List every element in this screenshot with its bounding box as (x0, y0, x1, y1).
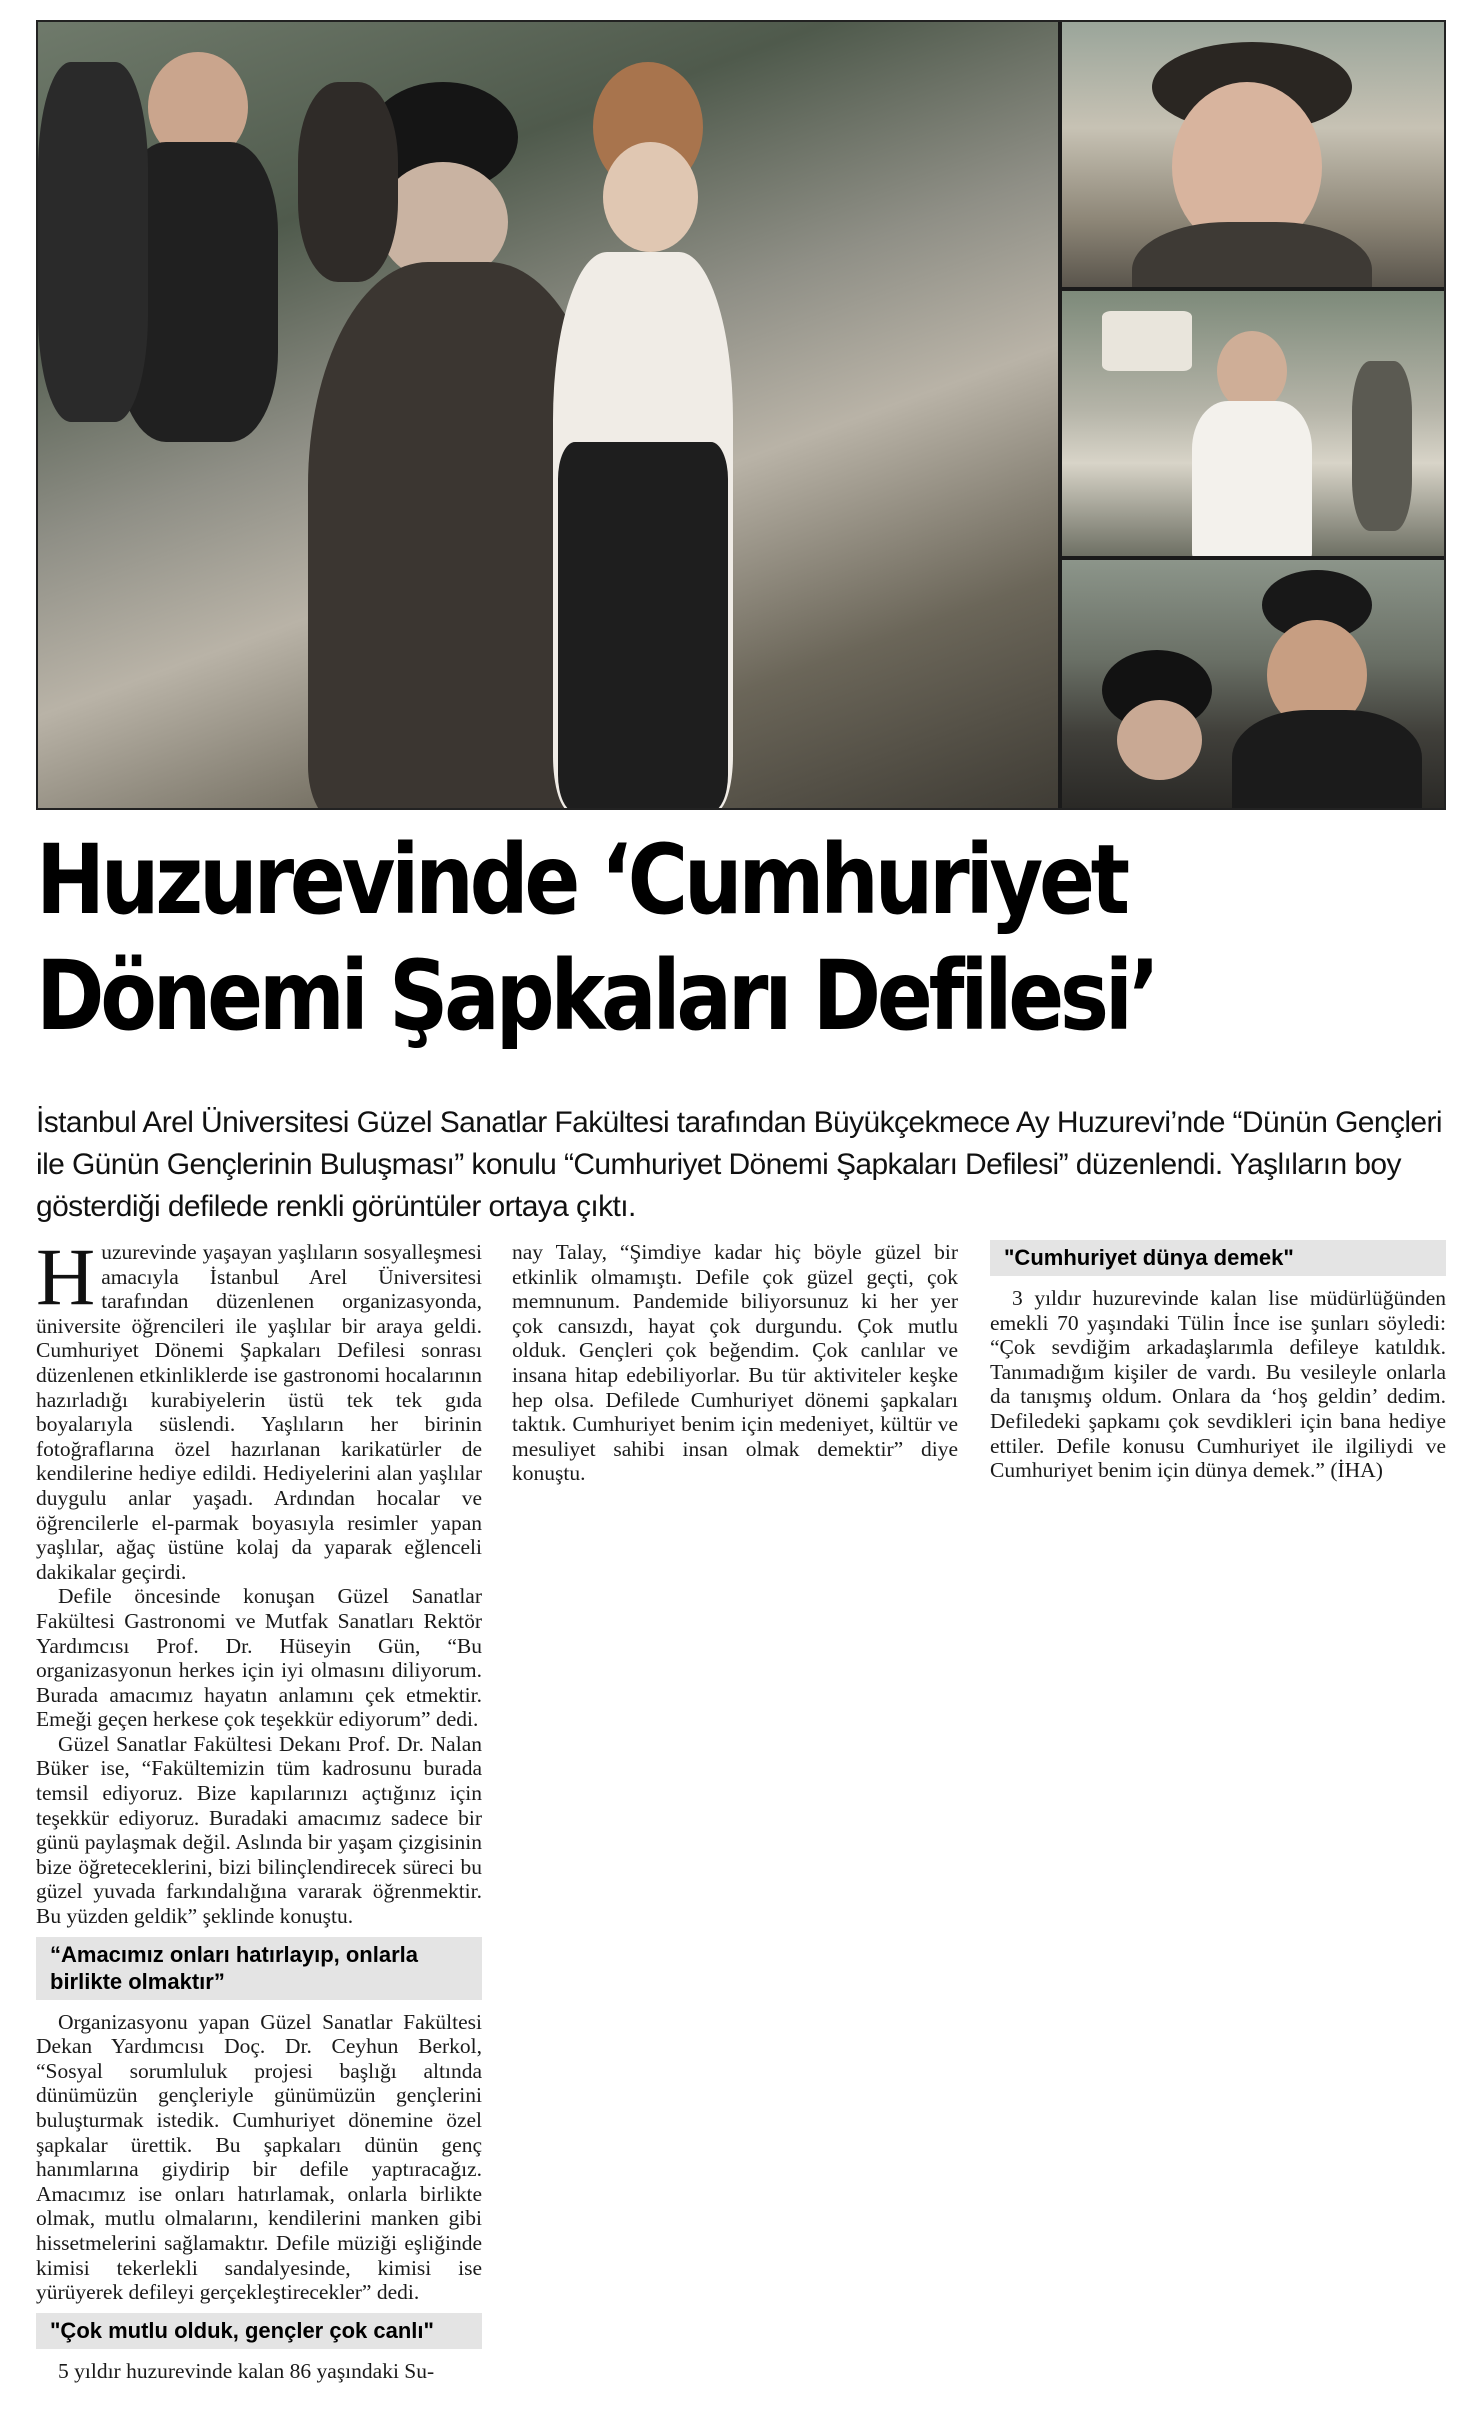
article-column-3 (990, 1240, 1446, 1483)
article-paragraph: Organizasyonu yapan Güzel Sanatlar Fakültesi Dekan Yardımcısı Doç. Dr. Ceyhun Berkol, “Sosyal sorumluluk projesi başlığı altında dünümüzün gençleriyle günümüzün gençlerini buluşturmak istedik. Cumhuriyet dönemine özel şapkalar ürettik. Bu şapkaları dünün genç hanımlarına giydirip bir defile yaptıracağız. Amacımız ise onları hatırlamak, onlarla birlikte olmak, mutlu olmalarını, kendilerini manken gibi hissetmelerini sağlamaktır. Defile müziği eşliğinde kimisi tekerlekli sandalyesinde, kimisi ise yürüyerek defileyi gerçekleştirecekler” dedi. (36, 2009, 482, 2305)
article-paragraph (36, 1231, 482, 1584)
photo-smiling-woman-hat (1062, 22, 1444, 287)
headline-line-1: Huzurevinde ‘Cumhuriyet (36, 824, 1126, 936)
headline-line-2: Dönemi Şapkaları Defilesi’ (36, 940, 1156, 1052)
subheading: “Amacımız onları hatırlayıp, onlarla birlikte olmaktır” (36, 1937, 482, 2000)
photo-walking-woman (1062, 291, 1444, 556)
article-paragraph: Defile öncesinde konuşan Güzel Sanatlar Fakültesi Gastronomi ve Mutfak Sanatları Rektör Yardımcısı Prof. Dr. Hüseyin Gün, “Bu organizasyonun herkes için iyi olmasını diliyorum. Burada amacımız hayatın anlamını çek etmektir. Emeği geçen herkese çok teşekkür ediyorum” dedi. (36, 1584, 482, 1732)
article-paragraph: Güzel Sanatlar Fakültesi Dekanı Prof. Dr. Nalan Büker ise, “Fakültemizin tüm kadrosunu burada temsil ediyoruz. Bize kapılarınızı açtığınız için teşekkür ediyoruz. Buradaki amacımız sadece bir günü paylaşmak değil. Aslında bir yaşam çizgisinin bize öğreteceklerini, bizi bilinçlendirecek süreci bu güzel yuvada farkındalığına vararak öğrenmektir. Bu yüzden geldik” şeklinde konuştu. (36, 1731, 482, 1929)
subheading: "Cumhuriyet dünya demek" (990, 1240, 1446, 1276)
article-paragraph: 5 yıldır huzurevinde kalan 86 yaşındaki Su- (58, 2358, 435, 2383)
photo-collage (36, 20, 1446, 810)
main-photo-fashion-show (38, 22, 1058, 808)
paragraph-text: uzurevinde yaşayan yaşlıların sosyalleşmesi amacıyla İstanbul Arel Üniversitesi tarafından düzenlenen organizasyonda, üniversite öğrencileri ile yaşlılar bir araya geldi. Cumhuriyet Dönemi Şapkaları Defilesi sonrası düzenlenen etkinliklerde ise gastronomi hocalarının hazırladığı kurabiyelerin üstü tek tek gıda boyalarıyla süslendi. Yaşlıların her birinin fotoğraflarına özel hazırlanan karikatürler de kendilerine hediye edildi. Hediyelerini alan yaşlılar duygulu anlar yaşadı. Ardından hocalar ve öğrencilerle el-parmak boyasıyla resimler yapan yaşlılar, ağaç üstüne kolaj da yaparak eğlenceli dakikalar geçirdi. (36, 1240, 482, 1584)
headline (36, 822, 1249, 1054)
subheading: "Çok mutlu olduk, gençler çok canlı" (36, 2313, 482, 2349)
article-column-2 (512, 1240, 958, 1486)
article-paragraph: 3 yıldır huzurevinde kalan lise müdürlüğünden emekli 70 yaşındaki Tülin İnce ise şunları söyledi: “Çok sevdiğim arkadaşlarımla defileye katıldık. Tanımadığım kişiler de vardı. Bu vesileyle onlarla da tanışmış oldum. Onlara da ‘hoş geldin’ dedim. Defiledeki şapkamı çok sevdikleri için bana hediye ettiler. Defile konusu Cumhuriyet ile ilgiliydi ve Cumhuriyet benim için dünya demek.” (İHA) (990, 1286, 1446, 1483)
article-paragraph: nay Talay, “Şimdiye kadar hiç böyle güzel bir etkinlik olmamıştı. Defile çok güzel geçti, çok memnunum. Pandemide biliyorsunuz ki her yer çok cansızdı, hayat çok durgundu. Çok mutlu olduk. Gençleri çok beğendim. Çok canlılar ve insana hitap edebiliyorlar. Bu tür aktiviteler keşke hep olsa. Defilede Cumhuriyet dönemi şapkaları taktık. Cumhuriyet benim için medeniyet, kültür ve mesuliyet sahibi insan olmak demektir” diye konuştu. (512, 1240, 958, 1486)
article-column-1 (36, 1231, 482, 2383)
lead-paragraph: İstanbul Arel Üniversitesi Güzel Sanatlar Fakültesi tarafından Büyükçekmece Ay Huzurevi’nde “Dünün Gençleri ile Günün Gençlerinin Buluşması” konulu “Cumhuriyet Dönemi Şapkaları Defilesi” düzenlendi. Yaşlıların boy gösterdiği defilede renkli görüntüler ortaya çıktı. (36, 1106, 1442, 1223)
photo-student-with-elder (1062, 560, 1444, 808)
drop-cap: H (36, 1231, 96, 1322)
